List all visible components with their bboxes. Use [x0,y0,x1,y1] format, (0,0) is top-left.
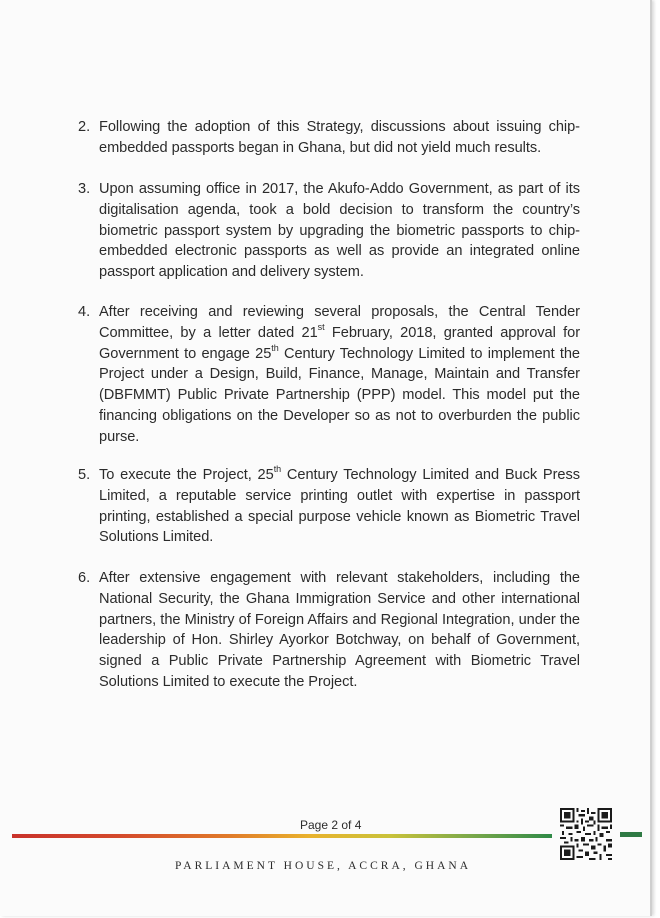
flag-divider-end [620,832,642,837]
paragraph-number: 2. [78,119,91,135]
text-segment: To execute the Project, 25 [99,467,274,483]
paragraph-number: 3. [78,181,91,197]
qr-code-icon [560,808,612,860]
text-segment: Century Technology Limited to implement the Project under a Design, Build, Finance, Manage, Maintain and Transfer (DBFMMT) Public Private Partnership (PPP) model. This model put the financing obligations on the Developer so as not to overburden the public purse. [99,345,581,445]
ghana-flag-divider [12,834,552,838]
text-segment: After receiving and reviewing several proposals, the Central Tender Committee, by a letter dated 21 [99,304,580,341]
paragraph-number: 5. [78,467,91,483]
paragraph-2 [78,117,580,159]
page-number: Page 2 of 4 [300,818,362,832]
paragraph-number: 6. [78,570,91,586]
paragraph-text: Upon assuming office in 2017, the Akufo-Addo Government, as part of its digitalisation agenda, took a bold decision to transform the country’s biometric passport system by upgrading the biometric passports to chip-embedded electronic passports as well as provide an integrated online passport application and delivery system. [99,181,580,281]
ordinal-suffix: th [271,342,279,353]
paragraph-5 [78,465,580,548]
paragraph-text [99,302,580,448]
paragraph-text: Following the adoption of this Strategy, discussions about issuing chip-embedded passports began in Ghana, but did not yield much results. [99,119,580,156]
ordinal-suffix: st [317,321,325,332]
text-segment: February, 2018, granted approval for Government to engage 25 [99,324,580,362]
footer-text: PARLIAMENT HOUSE, ACCRA, GHANA [174,860,472,872]
paragraph-text: After extensive engagement with relevant stakeholders, including the National Security, the Ghana Immigration Service and other international partners, the Ministry of Foreign Affairs and Regional Integration, under the leadership of Hon. Shirley Ayorkor Botchway, on behalf of Government, signed a Public Private Partnership Agreement with Biometric Travel Solutions Limited to execute the Project. [99,570,580,690]
paragraph-number: 4. [78,304,91,320]
ordinal-suffix: th [273,464,282,475]
paragraph-4 [78,302,580,448]
paragraph-6 [78,568,580,693]
footer-address [0,860,650,872]
text-segment: Century Technology Limited and Buck Press Limited, a reputable service printing outlet with expertise in passport printing, established a special purpose vehicle known as Biometric Travel Solutions Limited. [99,467,580,546]
paragraph-3 [78,179,580,283]
paragraph-text [99,465,580,548]
